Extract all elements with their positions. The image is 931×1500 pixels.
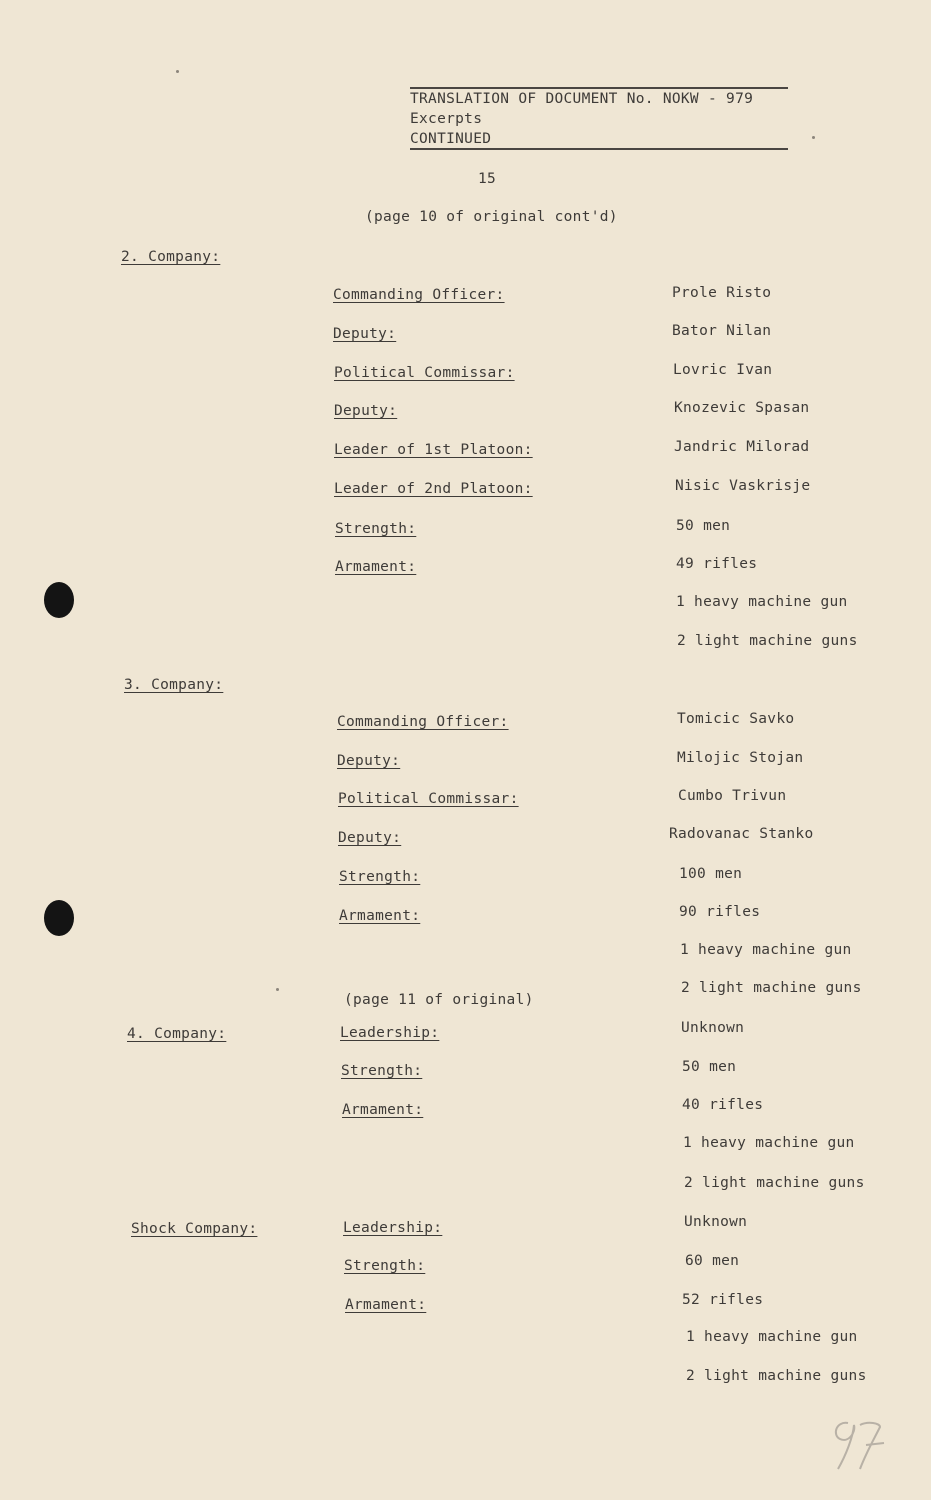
shock-armament-light-mg: 2 light machine guns bbox=[686, 1368, 867, 1384]
c2-armament-light-mg: 2 light machine guns bbox=[677, 633, 858, 649]
c3-label-deputy-commissar: Deputy: bbox=[338, 830, 402, 846]
shock-label-leadership: Leadership: bbox=[343, 1220, 443, 1236]
header-continued: CONTINUED bbox=[410, 131, 492, 147]
c2-value-strength: 50 men bbox=[676, 518, 731, 534]
c2-label-leader-2nd-platoon: Leader of 2nd Platoon: bbox=[334, 481, 533, 497]
header-subtitle: Excerpts bbox=[410, 111, 483, 127]
c2-value-deputy: Bator Nilan bbox=[672, 323, 772, 339]
c4-value-leadership: Unknown bbox=[681, 1020, 745, 1036]
c2-value-commanding-officer: Prole Risto bbox=[672, 285, 772, 301]
c2-label-political-commissar: Political Commissar: bbox=[334, 365, 515, 381]
c3-label-deputy: Deputy: bbox=[337, 753, 401, 769]
page-note-original-10: (page 10 of original cont'd) bbox=[365, 209, 618, 225]
shock-value-strength: 60 men bbox=[685, 1253, 740, 1269]
c3-value-political-commissar: Cumbo Trivun bbox=[678, 788, 787, 804]
c3-value-strength: 100 men bbox=[679, 866, 743, 882]
company-2-title: 2. Company: bbox=[121, 249, 221, 265]
c3-label-political-commissar: Political Commissar: bbox=[338, 791, 519, 807]
c2-value-deputy-commissar: Knozevic Spasan bbox=[674, 400, 810, 416]
shock-label-strength: Strength: bbox=[344, 1258, 426, 1274]
c4-value-strength: 50 men bbox=[682, 1059, 737, 1075]
c4-label-armament: Armament: bbox=[342, 1102, 424, 1118]
handwritten-folio-97 bbox=[826, 1415, 890, 1475]
punch-hole-top bbox=[44, 582, 74, 618]
page-note-original-11: (page 11 of original) bbox=[344, 992, 534, 1008]
c2-label-deputy-commissar: Deputy: bbox=[334, 403, 398, 419]
shock-value-leadership: Unknown bbox=[684, 1214, 748, 1230]
c3-label-armament: Armament: bbox=[339, 908, 421, 924]
c3-armament-heavy-mg: 1 heavy machine gun bbox=[680, 942, 852, 958]
c4-label-strength: Strength: bbox=[341, 1063, 423, 1079]
shock-value-armament: 52 rifles bbox=[682, 1292, 764, 1308]
c2-label-strength: Strength: bbox=[335, 521, 417, 537]
punch-hole-bottom bbox=[44, 900, 74, 936]
company-3-title: 3. Company: bbox=[124, 677, 224, 693]
paper-speck bbox=[276, 988, 279, 991]
company-4-title: 4. Company: bbox=[127, 1026, 227, 1042]
shock-company-title: Shock Company: bbox=[131, 1221, 258, 1237]
c2-label-armament: Armament: bbox=[335, 559, 417, 575]
c2-armament-heavy-mg: 1 heavy machine gun bbox=[676, 594, 848, 610]
header-bottom-rule bbox=[410, 148, 788, 150]
c3-armament-light-mg: 2 light machine guns bbox=[681, 980, 862, 996]
c2-label-leader-1st-platoon: Leader of 1st Platoon: bbox=[334, 442, 533, 458]
c2-label-commanding-officer: Commanding Officer: bbox=[333, 287, 505, 303]
c4-armament-heavy-mg: 1 heavy machine gun bbox=[683, 1135, 855, 1151]
page-number: 15 bbox=[478, 171, 497, 187]
c2-value-armament: 49 rifles bbox=[676, 556, 758, 572]
c4-armament-light-mg: 2 light machine guns bbox=[684, 1175, 865, 1191]
header-top-rule bbox=[410, 87, 788, 89]
c2-label-deputy: Deputy: bbox=[333, 326, 397, 342]
c2-value-leader-1st-platoon: Jandric Milorad bbox=[674, 439, 810, 455]
c3-value-deputy: Milojic Stojan bbox=[677, 750, 804, 766]
c3-value-armament: 90 rifles bbox=[679, 904, 761, 920]
paper-speck bbox=[812, 136, 815, 139]
c3-label-strength: Strength: bbox=[339, 869, 421, 885]
paper-speck bbox=[176, 70, 179, 73]
c4-label-leadership: Leadership: bbox=[340, 1025, 440, 1041]
shock-label-armament: Armament: bbox=[345, 1297, 427, 1313]
c2-value-political-commissar: Lovric Ivan bbox=[673, 362, 773, 378]
header-title: TRANSLATION OF DOCUMENT No. NOKW - 979 bbox=[410, 91, 754, 107]
c3-label-commanding-officer: Commanding Officer: bbox=[337, 714, 509, 730]
c3-value-deputy-commissar: Radovanac Stanko bbox=[669, 826, 814, 842]
c4-value-armament: 40 rifles bbox=[682, 1097, 764, 1113]
shock-armament-heavy-mg: 1 heavy machine gun bbox=[686, 1329, 858, 1345]
c3-value-commanding-officer: Tomicic Savko bbox=[677, 711, 795, 727]
c2-value-leader-2nd-platoon: Nisic Vaskrisje bbox=[675, 478, 811, 494]
